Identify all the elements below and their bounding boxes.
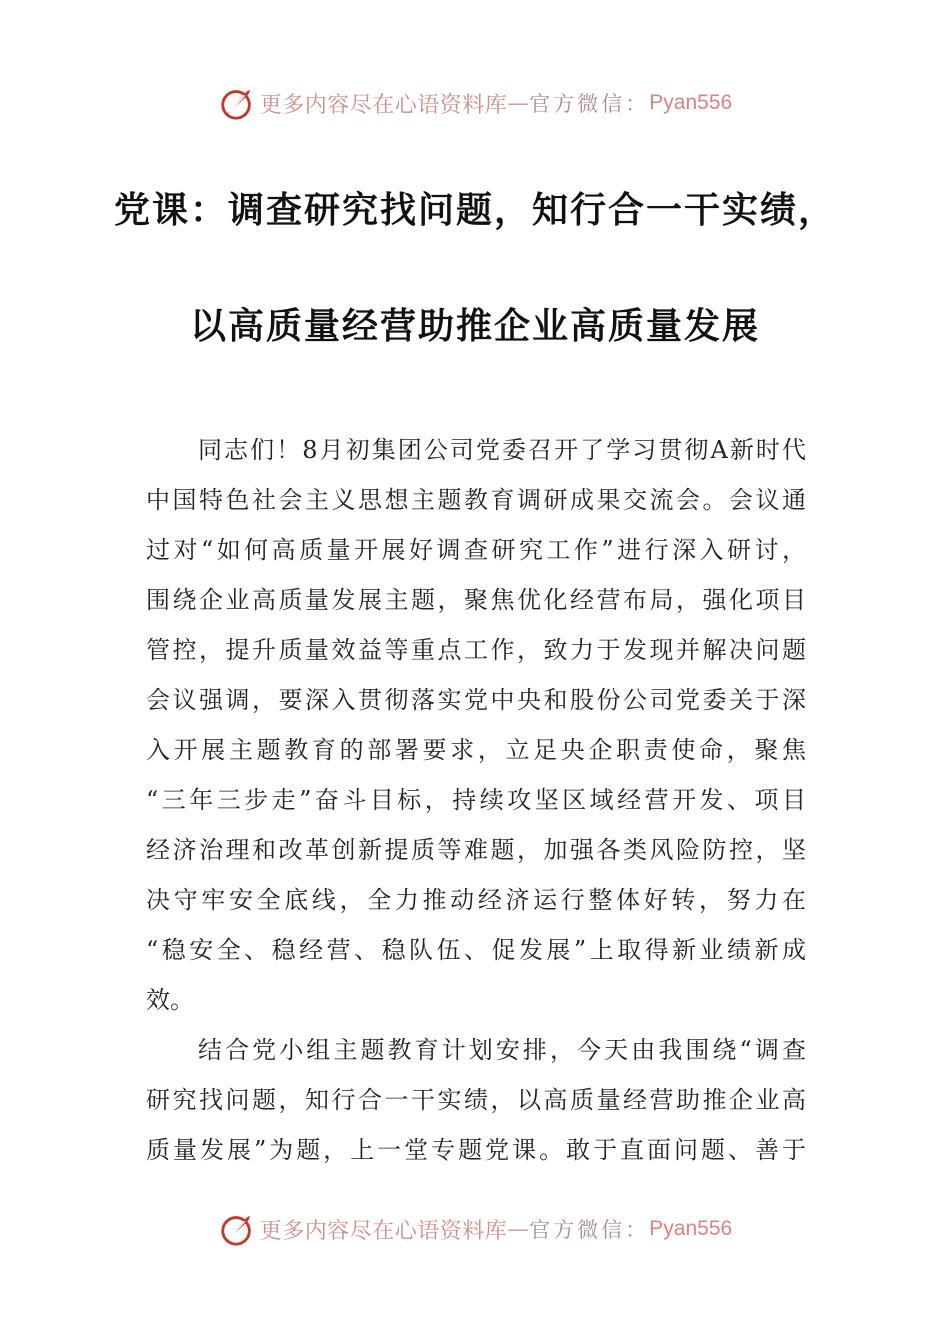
paragraph: [146, 425, 806, 1025]
text-line: “稳安全、稳经营、稳队伍、促发展”上取得新业绩新成: [146, 936, 806, 964]
text-line: 中国特色社会主义思想主题教育调研成果交流会。会议通: [146, 486, 806, 514]
text-line: 过对“如何高质量开展好调查研究工作”进行深入研讨，: [146, 536, 806, 564]
text-line: 同志们！8月初集团公司党委召开了学习贯彻A新时代: [198, 436, 806, 464]
banner-separator: —: [507, 1216, 530, 1242]
banner-wechat-id: Pyan556: [649, 1217, 733, 1240]
header-banner: [0, 83, 950, 123]
text-line: 管控，提升质量效益等重点工作，致力于发现并解决问题: [146, 636, 806, 664]
text-line: 围绕企业高质量发展主题，聚焦优化经营布局，强化项目: [146, 586, 806, 614]
text-line: 决守牢安全底线，全力推动经济运行整体好转，努力在: [146, 886, 806, 914]
banner-wechat-label: 官方微信：: [529, 1218, 650, 1242]
paragraph: [146, 1025, 806, 1175]
text-line: 研究找问题，知行合一干实绩，以高质量经营助推企业高: [146, 1086, 806, 1114]
text-line: 会议强调，要深入贯彻落实党中央和股份公司党委关于深: [146, 686, 806, 714]
page-title-line-1: 党课：调查研究找问题，知行合一干实绩，: [113, 190, 836, 231]
text-line: 结合党小组主题教育计划安排，今天由我围绕“调查: [198, 1036, 806, 1064]
document-body: [146, 425, 806, 1175]
page-title-line-2: 以高质量经营助推企业高质量发展: [189, 306, 760, 347]
footer-banner: [0, 1209, 950, 1249]
banner-slogan: 更多内容尽在心语资料库: [259, 1218, 508, 1244]
text-line: 效。: [146, 986, 194, 1014]
quill-logo-icon: [218, 1210, 256, 1248]
banner-wechat-label: 官方微信：: [529, 92, 650, 116]
banner-separator: —: [507, 90, 530, 116]
banner-slogan: 更多内容尽在心语资料库: [259, 92, 508, 118]
banner-wechat-id: Pyan556: [649, 91, 733, 114]
text-line: “三年三步走”奋斗目标，持续攻坚区域经营开发、项目: [146, 786, 806, 814]
text-line: 质量发展”为题，上一堂专题党课。敢于直面问题、善于: [146, 1136, 806, 1164]
text-line: 入开展主题教育的部署要求，立足央企职责使命，聚焦: [146, 736, 806, 764]
quill-logo-icon: [218, 84, 256, 122]
text-line: 经济治理和改革创新提质等难题，加强各类风险防控，坚: [146, 836, 806, 864]
